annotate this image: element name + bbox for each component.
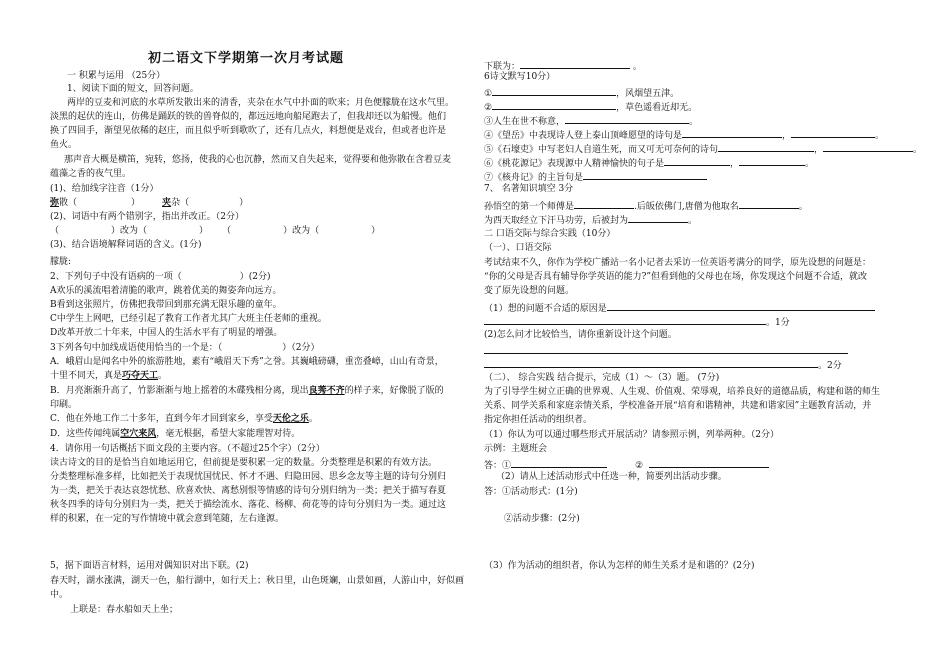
passage-line: 淡黑的起伏的连山，仿佛是踊跃的铁的兽脊似的，都远远地向船尾跑去了，但我却还以为船慢。他们 xyxy=(50,112,447,122)
section-1-heading: 一 积累与运用 （25分） xyxy=(67,71,166,81)
q2-option: A欢乐的溪流唱着清脆的歌声，跳着优美的舞姿奔向远方。 xyxy=(50,286,282,296)
q1-1-items: 弥散（ ） 夹杂（ ） xyxy=(50,198,249,208)
q3-option-a-cont: 十里不同天，真是巧夺天工。 xyxy=(50,371,168,381)
idiom-underlined: 空穴来风 xyxy=(120,429,157,439)
answer-blank[interactable] xyxy=(823,142,913,152)
passage-line: 两岸的豆麦和河底的水草所发散出来的清香，夹杂在水气中扑面的吹来；月色便朦胧在这水气里。 xyxy=(67,98,455,108)
practice-form: 答：①活动形式：(1分) xyxy=(484,487,578,497)
answer-blank[interactable] xyxy=(484,315,766,325)
answer-blank[interactable] xyxy=(607,301,875,311)
answer-blank[interactable] xyxy=(664,156,730,166)
answer-blank[interactable] xyxy=(628,213,688,223)
passage-line: 那声音大概是横笛，宛转，悠扬，使我的心也沉静，然而又自失起来，觉得要和他弥散在含着豆麦 xyxy=(64,155,452,165)
answer-blank[interactable] xyxy=(791,128,875,138)
answer-blank[interactable] xyxy=(520,59,630,69)
oral-heading: （一）、口语交际 xyxy=(484,243,552,253)
oral-q2-line: 。2分 xyxy=(484,358,842,372)
q1-1-prompt: (1)、给加线字注音（1分） xyxy=(50,184,159,194)
q5-lower-couplet: 下联为： 。 xyxy=(484,59,642,73)
q5-line: 春天时，湖水涨满，湖天一色，船行湖中，如行天上；秋日里，山色斑斓，山景如画，人游山中，好似画 xyxy=(50,576,465,586)
oral-q1: （1）想的问题不合适的原因是 xyxy=(484,301,875,315)
answer-blank[interactable] xyxy=(484,358,818,368)
answer-blank[interactable] xyxy=(511,458,607,468)
idiom-underlined: 良莠不齐 xyxy=(308,386,345,396)
practice-text: 为了引导学生树立正确的世界观、人生观、价值观、荣辱观，培养良好的道德品质，构建和谐的师生 xyxy=(484,387,881,397)
q4-line: 秋冬四季的诗句分别归为一类，把关于描绘流水、落花、杨柳、荷花等的诗句分别归为一类。通过这 xyxy=(50,500,447,510)
answer-blank[interactable] xyxy=(574,199,634,209)
oral-q2-line xyxy=(484,344,848,358)
passage-line: 鱼火。 xyxy=(50,140,78,150)
idiom-underlined: 天伦之乐 xyxy=(272,414,309,424)
q3-option-b: B．月亮渐渐升高了，竹影渐渐与地上摇着的木碟残相分离，现出良莠不齐的样子来，好像脱了版的 xyxy=(50,386,444,396)
q3-option-b-cont: 印刷。 xyxy=(50,400,78,410)
q5-line: 中。 xyxy=(50,590,69,600)
q6-item: ① ，风烟望五津。 xyxy=(484,86,679,100)
practice-text: 关系、同学关系和家庭亲情关系，学校准备开展“培育和谐精神，共建和谐家园”主题教育活动，并 xyxy=(484,401,872,411)
practice-text: 指定你担任活动的组织者。 xyxy=(484,415,593,425)
q7-line: 为西天取经立下汗马功劳，后被封为 。 xyxy=(484,213,697,227)
answer-blank[interactable] xyxy=(492,100,616,110)
q3-option-c: C．他在外地工作二十多年，直到今年才回到家乡，享受天伦之乐。 xyxy=(50,414,318,424)
passage-line: 换了四回手，渐望见依稀的赵庄，而且似乎听到歌吹了，还有几点火，料想便是戏台，但或者也许是 xyxy=(50,126,447,136)
practice-q3: （3）作为活动的组织者，你认为怎样的师生关系才是和谐的？(2分) xyxy=(484,561,755,571)
answer-blank[interactable] xyxy=(565,114,689,124)
section-2-heading: 二 口语交际与综合实践（10分） xyxy=(484,229,616,239)
q6-item: ④《望岳》中表现诗人登上泰山顶峰愿望的诗句是 ， 。 xyxy=(484,128,884,142)
answer-blank[interactable] xyxy=(739,199,799,209)
pinyin-char: 弥 xyxy=(50,198,60,208)
oral-q1-cont: 。1分 xyxy=(484,315,790,329)
q2-option: D改革开放二十年来，中国人的生活水平有了明显的增强。 xyxy=(50,328,283,338)
q4-line: 样的积累，在一定的写作情境中就会意到笔随，左右逢源。 xyxy=(50,514,285,524)
q1-3-prompt: (3)、结合语境解释词语的含义。(1分) xyxy=(50,240,202,250)
practice-example: 示例：主题班会 xyxy=(484,444,548,454)
practice-heading: （二）、 综合实践 结合提示，完成（1）～（3）题。 (7分) xyxy=(484,373,720,383)
pinyin-char: 夹 xyxy=(162,198,172,208)
page-title: 初二语文下学期第一次月考试题 xyxy=(148,51,345,66)
q1-2-prompt: (2)、词语中有两个错别字，指出并改正。（2分） xyxy=(50,212,244,222)
answer-blank[interactable] xyxy=(718,142,814,152)
q5-prompt: 5，据下面语言材料，运用对偶知识对出下联。(2) xyxy=(50,561,249,571)
q1-2-answers: （ ）改为（ ） （ ）改为（ ） xyxy=(50,226,381,236)
practice-q1: （1）你认为可以通过哪些形式开展活动？请参照示例，列举两种。（2分） xyxy=(484,430,779,440)
q3-option-a: A．峨眉山是闻名中外的旅游胜地，素有“峨眉天下秀”之誉。其巍峨磅礴，重峦叠嶂，山山有奇景， xyxy=(50,357,444,367)
q7-prompt: 7、 名著知识填空 3分 xyxy=(484,184,574,194)
q6-item: ③人生在世不称意， 。 xyxy=(484,114,698,128)
oral-q2: (2)怎么问才比较恰当，请你重新设计这个问题。 xyxy=(484,330,677,340)
q2-option: B看到这张照片，仿佛把我带回到那充满无限乐趣的童年。 xyxy=(50,300,282,310)
q2-option: C中学生上网吧，已经引起了教育工作者尤其广大班主任老师的重视。 xyxy=(50,314,327,324)
q4-line: 为一类，把关于表达哀怨忧愁、欣喜欢快、离愁别恨等情感的诗句分别归纳为一类；把关于描写春夏 xyxy=(50,486,447,496)
q1-intro: 1、阅读下面的短文，回答问题。 xyxy=(67,84,199,94)
answer-blank[interactable] xyxy=(739,156,805,166)
q4-line: 读古诗文的目的是恰当自如地运用它，但前提是要积累一定的数量。分类整理是积累的有效方法。 xyxy=(50,458,438,468)
idiom-underlined: 巧夺天工 xyxy=(122,371,159,381)
answer-blank[interactable] xyxy=(583,170,707,180)
answer-blank[interactable] xyxy=(484,344,848,354)
q2-prompt: 2、下列句子中没有语病的一项（ ）(2分) xyxy=(50,272,271,282)
q5-upper-couplet: 上联是：春水船如天上坐； xyxy=(70,605,179,615)
oral-text: 变了原先设想的问题。 xyxy=(484,286,575,296)
q6-item: ⑤《石壕吏》中写老妇人自道生死，而又可无可奈何的诗句 ， 。 xyxy=(484,142,922,156)
practice-steps: ②活动步骤：(2分) xyxy=(504,514,580,524)
q6-item: ⑥《桃花源记》表现源中人精神愉快的句子是 ， 。 xyxy=(484,156,814,170)
passage-line: 蕴藻之香的夜气里。 xyxy=(50,169,132,179)
q6-item: ② ，草色遥看近却无。 xyxy=(484,100,697,114)
oral-text: 考试结束不久，你作为学校广播站一名小记者去采访一位英语考满分的同学，原先设想的问题是： xyxy=(484,258,872,268)
oral-text: “你的父母是否具有辅导你学英语的能力?”但看到他的父母也在场，你发现这个问题不合适，就改 xyxy=(484,272,868,282)
answer-blank[interactable] xyxy=(682,128,782,138)
practice-answer: 答：① ② xyxy=(484,458,769,472)
q6-prompt: 6诗文默写10分） xyxy=(484,72,556,82)
practice-q2: （2）请从上述活动形式中任选一种，简要列出活动步骤。 xyxy=(496,472,727,482)
answer-blank[interactable] xyxy=(492,86,616,96)
q6-item: ⑦《核舟记》的主旨句是 xyxy=(484,170,707,184)
q1-3-word: 朦胧: xyxy=(50,257,72,267)
answer-blank[interactable] xyxy=(649,458,769,468)
q7-line: 孙悟空的第一个师傅是 .后皈依佛门,唐僧为他取名 。 xyxy=(484,199,808,213)
q4-line: 分类整理标准多样，比如把关于表现忧国忧民、怀才不遇、归隐田园、思乡念友等主题的诗句分别归 xyxy=(50,472,447,482)
q3-prompt: 3下列各句中加线成语使用恰当的一个是：（ ）（2分） xyxy=(50,343,320,353)
q4-prompt: 4．请你用一句话概括下面文段的主要内容。（不超过25个字）（2分） xyxy=(50,444,325,454)
q3-option-d: D．这些传闻纯属空穴来风，毫无根据，希望大家能理智对待。 xyxy=(50,429,301,439)
